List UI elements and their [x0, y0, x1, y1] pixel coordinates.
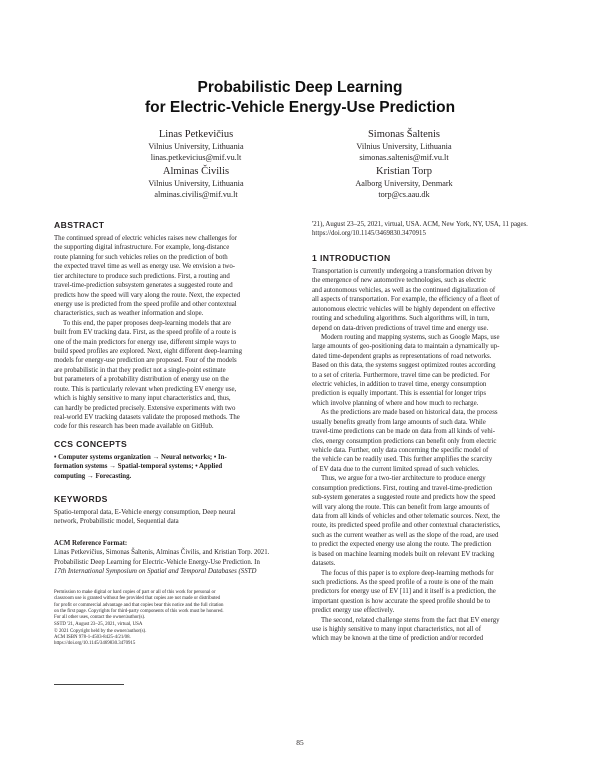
intro-paragraph-6 [312, 616, 555, 644]
text-line: will vary along the route. This can benefit from large amounts of [312, 503, 490, 511]
text-line: all aspects of transportation. For example, the efficiency of a fleet of [312, 296, 500, 304]
text-line: routing and scheduling algorithms. Such algorithms will, in turn, [312, 315, 490, 323]
introduction-heading: 1 INTRODUCTION [312, 253, 391, 263]
text-line: built from EV tracking data. First, as the speed profile of a route is [54, 329, 237, 337]
isbn-line: ACM ISBN 978-1-4503-8425-4/21/08. [54, 634, 131, 640]
text-line: characteristics, such as weather information and slope. [54, 310, 204, 318]
author-affiliation: Vilnius University, Lithuania [148, 142, 244, 151]
acm-reference-heading: ACM Reference Format: [54, 540, 128, 547]
title-line-2: for Electric-Vehicle Energy-Use Prediction [144, 99, 456, 116]
abstract-heading: ABSTRACT [54, 220, 105, 230]
text-line: The second, related challenge stems from the fact that EV energy [321, 616, 500, 624]
keywords-line: Spatio-temporal data, E-Vehicle energy consumption, Deep neural [54, 509, 236, 516]
keywords-line: network, Probabilistic model, Sequential data [54, 518, 179, 526]
author-affiliation: Aalborg University, Denmark [355, 179, 453, 188]
author-name: Simonas Šaltenis [367, 129, 441, 140]
text-line: route, its predicted speed profile and other contextual characteristics, [312, 522, 501, 530]
permission-line: For all other uses, contact the owner/author(s). [54, 615, 146, 620]
text-line: autonomous electric vehicles will be highly dependent on effective [312, 305, 496, 313]
text-line: data from all kinds of vehicles and other telematic sources. Next, the [312, 512, 500, 520]
doi-link[interactable]: https://doi.org/10.1145/3469830.3470915 [312, 230, 426, 238]
text-line: cles, energy consumption predictions can benefit only from electric [312, 437, 497, 445]
ccs-line: • Computer systems organization → Neural networks; • In- [54, 454, 227, 461]
keywords-section [54, 494, 297, 527]
permission-footnote [54, 590, 297, 647]
author-email: alminas.civilis@mif.vu.lt [154, 190, 238, 199]
author-name: Alminas Čivilis [162, 166, 230, 177]
text-line: vehicle data. Further, only data concerning the specific model of [312, 447, 489, 455]
intro-paragraph-1 [312, 267, 555, 333]
author-block-4 [304, 165, 504, 200]
intro-paragraph-5 [312, 569, 555, 616]
paper-title [0, 78, 600, 118]
introduction-section [312, 253, 555, 644]
abstract-paragraph-1 [54, 234, 297, 319]
text-line: one of the main predictors for energy use, different simple ways to [54, 338, 237, 346]
permission-line: Permission to make digital or hard copies of part or all of this work for personal or [54, 590, 216, 595]
author-email: linas.petkevicius@mif.vu.lt [150, 153, 242, 162]
ccs-heading: CCS CONCEPTS [54, 439, 128, 449]
text-line: the vehicle can be readily used. This further amplifies the scarcity [312, 456, 493, 464]
intro-paragraph-4 [312, 474, 555, 568]
title-line-1: Probabilistic Deep Learning [197, 79, 403, 96]
text-line: models for energy-use prediction are proposed. Four of the models [54, 357, 237, 365]
text-line: predict energy use effectively. [312, 607, 395, 615]
text-line: consumption predictions. First, routing and travel-time-prediction [312, 484, 492, 492]
text-line: Thus, we argue for a two-tier architecture to produce energy [321, 475, 486, 483]
keywords-heading: KEYWORDS [54, 494, 108, 504]
text-line: sub-system generates a suggested route and predicts how the speed [312, 494, 496, 502]
footnote-divider [54, 684, 124, 685]
page-number: 85 [296, 738, 304, 747]
author-affiliation: Vilnius University, Lithuania [356, 142, 452, 151]
copyright-line: © 2021 Copyright held by the owner/author(s). [54, 628, 147, 634]
text-line: predicts how the speed will vary along the route. Next, the expected [54, 291, 241, 299]
acm-reference-line: 17th International Symposium on Spatial and Temporal Databases (SSTD [54, 568, 257, 576]
abstract-section [54, 220, 297, 432]
text-line: electric vehicles, in addition to travel time, energy consumption [312, 381, 487, 389]
text-line: important question is how accurate the speed profile should be to [312, 597, 491, 605]
text-line: are probabilistic in that they predict not a single-point estimate [54, 366, 226, 374]
text-line: to a set of criteria. Furthermore, travel time can be predicted. For [312, 371, 490, 379]
text-line: travel-time-prediction subsystem generates a suggested route and [54, 282, 233, 290]
text-line: energy use is predicted from the speed profile and other contextual [54, 300, 237, 308]
text-line: large amounts of geo-positioning data to maintain a dynamically up- [312, 343, 500, 351]
text-line: depend on data-driven predictions of travel time and energy use. [312, 324, 489, 332]
author-email: simonas.saltenis@mif.vu.lt [359, 153, 449, 162]
author-affiliation: Vilnius University, Lithuania [148, 179, 244, 188]
text-line: is based on machine learning models built on relevant EV tracking [312, 550, 495, 558]
acm-reference-line: Probabilistic Deep Learning for Electric-Vehicle Energy-Use Prediction. In [54, 558, 260, 566]
permission-line: for profit or commercial advantage and that copies bear this notice and the full citation [54, 602, 224, 608]
text-line: Transportation is currently undergoing a transformation driven by [312, 268, 492, 275]
permission-line: on the first page. Copyrights for third-party components of this work must be honored. [54, 608, 224, 614]
intro-paragraph-3 [312, 408, 555, 474]
text-line: The continued spread of electric vehicles raises new challenges for [54, 235, 237, 242]
author-name: Kristian Torp [376, 166, 432, 177]
text-line: of EV data due to the current limited spread of such vehicles. [312, 465, 480, 473]
ccs-concepts-section [54, 439, 297, 481]
text-line: build speed profiles are explored. Next, eight different deep-learning [54, 348, 243, 356]
text-line: which may be known at the time of prediction and/or recorded [312, 635, 484, 643]
text-line: code for this research has been made available on GitHub. [54, 423, 214, 431]
text-line: such predictions. As the speed profile of a route is one of the main [312, 578, 494, 586]
text-line: dated time-dependent graphs as representations of road networks. [312, 352, 492, 360]
text-line: route. This is particularly relevant when predicting EV energy use, [54, 385, 237, 393]
text-line: To this end, the paper proposes deep-learning models that are [63, 319, 231, 327]
intro-paragraph-2 [312, 333, 555, 408]
acm-reference-section [54, 539, 297, 577]
text-line: route planning for such vehicles relies on the prediction of both [54, 253, 228, 261]
text-line: prediction is equally important. This is essential for longer trips [312, 390, 486, 398]
ccs-line: computing → Forecasting. [54, 472, 132, 480]
text-line: usually benefits greatly from large amounts of such data. While [312, 418, 486, 426]
text-line: The focus of this paper is to explore deep-learning methods for [321, 569, 494, 577]
text-line: can hardly be predicted precisely. Extensive experiments with two [54, 404, 236, 412]
venue-line: SSTD '21, August 23–25, 2021, virtual, USA [54, 622, 143, 628]
text-line: the expected travel time as well as energy use. We envision a two- [54, 263, 236, 271]
text-line: real-world EV tracking datasets validate the proposed methods. The [54, 414, 240, 422]
acm-reference-continued [312, 220, 555, 239]
text-line: Modern routing and mapping systems, such as Google Maps, use [321, 333, 500, 341]
acm-reference-line: Linas Petkevičius, Simonas Šaltenis, Alminas Čivilis, and Kristian Torp. 2021. [54, 549, 270, 557]
text-line: use is highly sensitive to many input characteristics, not all of [312, 626, 481, 634]
text-line: which is highly sensitive to many input characteristics and, thus, [54, 395, 231, 403]
text-line: which involve planning of where and how much to recharge. [312, 399, 479, 407]
abstract-paragraph-2 [54, 319, 297, 432]
text-line: Based on this data, the systems suggest optimized routes according [312, 362, 496, 370]
permission-line: classroom use is granted without fee provided that copies are not made or distributed [54, 596, 221, 602]
author-block-1 [96, 128, 296, 163]
text-line: such as the current weather as well as the slope of the road, are used [312, 531, 499, 539]
text-line: to predict the expected energy use along the route. The prediction [312, 541, 492, 549]
acm-reference-line: '21), August 23–25, 2021, virtual, USA. ACM, New York, NY, USA, 11 pages. [312, 221, 528, 228]
text-line: As the predictions are made based on historical data, the process [321, 409, 498, 417]
author-email: torp@cs.aau.dk [378, 190, 430, 199]
text-line: travel-time predictions can be made on data from all kinds of vehi- [312, 428, 496, 436]
text-line: but parameters of a probability distribution of energy use on the [54, 376, 229, 384]
text-line: the emergence of new automotive technologies, such as electric [312, 277, 487, 285]
text-line: and autonomous vehicles, as well as the continued digitalization of [312, 286, 496, 294]
text-line: the supporting digital infrastructure. For example, long-distance [54, 244, 230, 252]
author-block-2 [304, 128, 504, 163]
text-line: predictors for energy use of EV [11] and it itself is a prediction, the [312, 588, 496, 596]
doi-link[interactable]: https://doi.org/10.1145/3469830.3470915 [54, 641, 136, 646]
ccs-line: formation systems → Spatial-temporal systems; • Applied [54, 463, 223, 471]
text-line: datasets. [312, 560, 336, 568]
author-block-3 [96, 165, 296, 200]
author-name: Linas Petkevičius [158, 129, 234, 140]
text-line: tier architecture to produce such predictions. First, a routing and [54, 272, 230, 280]
